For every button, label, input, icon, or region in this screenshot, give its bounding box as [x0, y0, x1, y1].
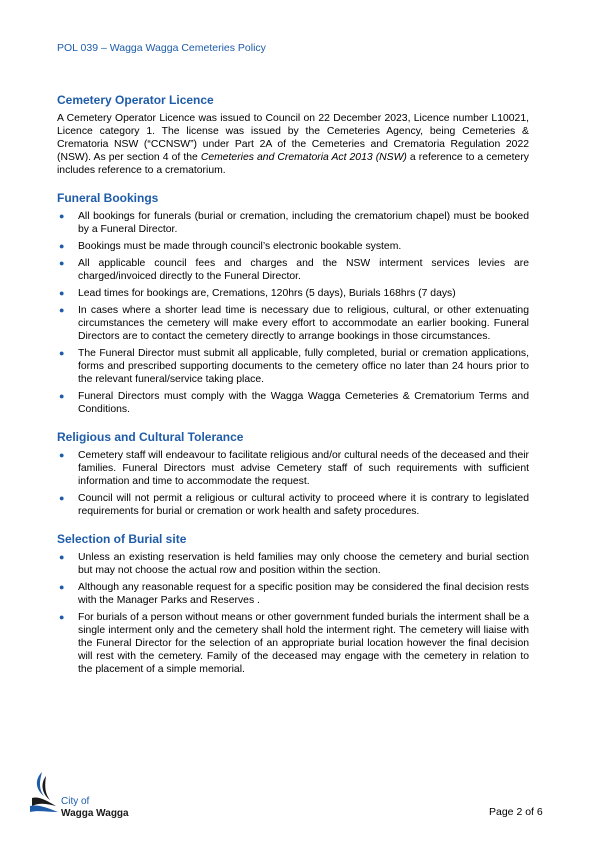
- bullet-icon: ●: [59, 612, 65, 622]
- section-licence: [57, 93, 529, 177]
- section-heading: Cemetery Operator Licence: [57, 93, 214, 107]
- logo-line-1: City of: [61, 796, 90, 807]
- list-item: ● Although any reasonable request for a specific position may be considered the final decision rests with the Manager Parks and Reserves .: [59, 582, 529, 606]
- licence-act-title: Cemeteries and Crematoria Act 2013 (NSW): [200, 152, 407, 163]
- list-item: ● Bookings must be made through council’s electronic bookable system.: [59, 241, 402, 252]
- bullet-list: [57, 551, 529, 676]
- licence-text-a: A Cemetery Operator Licence was issued to Council on 22 December 2023, Licence number L10021, Licence category 1. The license was issued by the Cemeteries Agency, being Cemeteries & Crematoria NSW (“CCNSW”) under Part 2A of the Cemeteries and Crematoria Regulation 2022 (NSW). As per section 4 of the: [57, 113, 529, 163]
- list-item: ● Funeral Directors must comply with the Wagga Wagga Cemeteries & Crematorium Terms and Conditions.: [59, 391, 529, 415]
- list-item: ● Unless an existing reservation is held families may only choose the cemetery and burial section but may not choose the actual row and position within the section.: [59, 552, 529, 576]
- bullet-icon: ●: [59, 258, 65, 268]
- bullet-icon: ●: [59, 288, 65, 298]
- licence-paragraph: [57, 112, 529, 177]
- bullet-icon: ●: [59, 582, 65, 592]
- list-item: ● All applicable council fees and charges and the NSW interment services levies are charged/invoiced directly to the Funeral Director.: [59, 258, 529, 282]
- council-logo: [28, 770, 138, 820]
- list-item: ● All bookings for funerals (burial or cremation, including the crematorium chapel) must be booked by a Funeral Director.: [59, 211, 529, 235]
- section-heading: Religious and Cultural Tolerance: [57, 430, 244, 444]
- list-item: ● The Funeral Director must submit all applicable, fully completed, burial or cremation applications, forms and prescribed supporting documents to the cemetery office no later than 24 hours prior to the relevant funeral/service taking place.: [59, 348, 529, 385]
- list-item: ● Council will not permit a religious or cultural activity to proceed where it is contrary to legislated requirements for burial or cremation or work health and safety procedures.: [59, 493, 529, 517]
- logo-line-2: Wagga Wagga: [61, 808, 129, 819]
- bullet-icon: ●: [59, 391, 65, 401]
- list-item: ● Cemetery staff will endeavour to facilitate religious and/or cultural needs of the deceased and their families. Funeral Directors must advise Cemetery staff of such requirements with sufficient information and time to accommodate the request.: [59, 450, 529, 487]
- document-header: POL 039 – Wagga Wagga Cemeteries Policy: [57, 42, 266, 54]
- list-item: ● Lead times for bookings are, Cremations, 120hrs (5 days), Burials 168hrs (7 days): [59, 288, 456, 299]
- bullet-list: [57, 210, 529, 416]
- bullet-icon: ●: [59, 241, 65, 251]
- bullet-icon: ●: [59, 348, 65, 358]
- section-funeral-bookings: [57, 191, 529, 416]
- document-body: [57, 93, 529, 690]
- bullet-icon: ●: [59, 552, 65, 562]
- bullet-list: [57, 449, 529, 518]
- bullet-icon: ●: [59, 211, 65, 221]
- list-item: ● For burials of a person without means or other government funded burials the interment shall be a single interment only and the cemetery shall hold the interment right. The cemetery will liaise with the Funeral Director for the selection of an appropriate burial location however the final decision will rest with the cemetery. Family of the deceased may engage with the cemetery in relation to the placement of a simple memorial.: [59, 612, 529, 675]
- section-burial-site: [57, 532, 529, 676]
- section-heading: Selection of Burial site: [57, 532, 187, 546]
- wagga-logo-icon: [28, 770, 62, 814]
- licence-text-b: a reference to a cemetery includes reference to a crematorium.: [57, 152, 529, 176]
- bullet-icon: ●: [59, 450, 65, 460]
- page-number: Page 2 of 6: [489, 806, 543, 818]
- list-item: ● In cases where a shorter lead time is necessary due to religious, cultural, or other extenuating circumstances the cemetery will make every effort to accommodate an earlier booking. Funeral Directors are to contact the cemetery directly to arrange bookings in those circumstances.: [59, 305, 529, 342]
- bullet-icon: ●: [59, 305, 65, 315]
- section-religious-tolerance: [57, 430, 529, 518]
- section-heading: Funeral Bookings: [57, 191, 159, 205]
- bullet-icon: ●: [59, 493, 65, 503]
